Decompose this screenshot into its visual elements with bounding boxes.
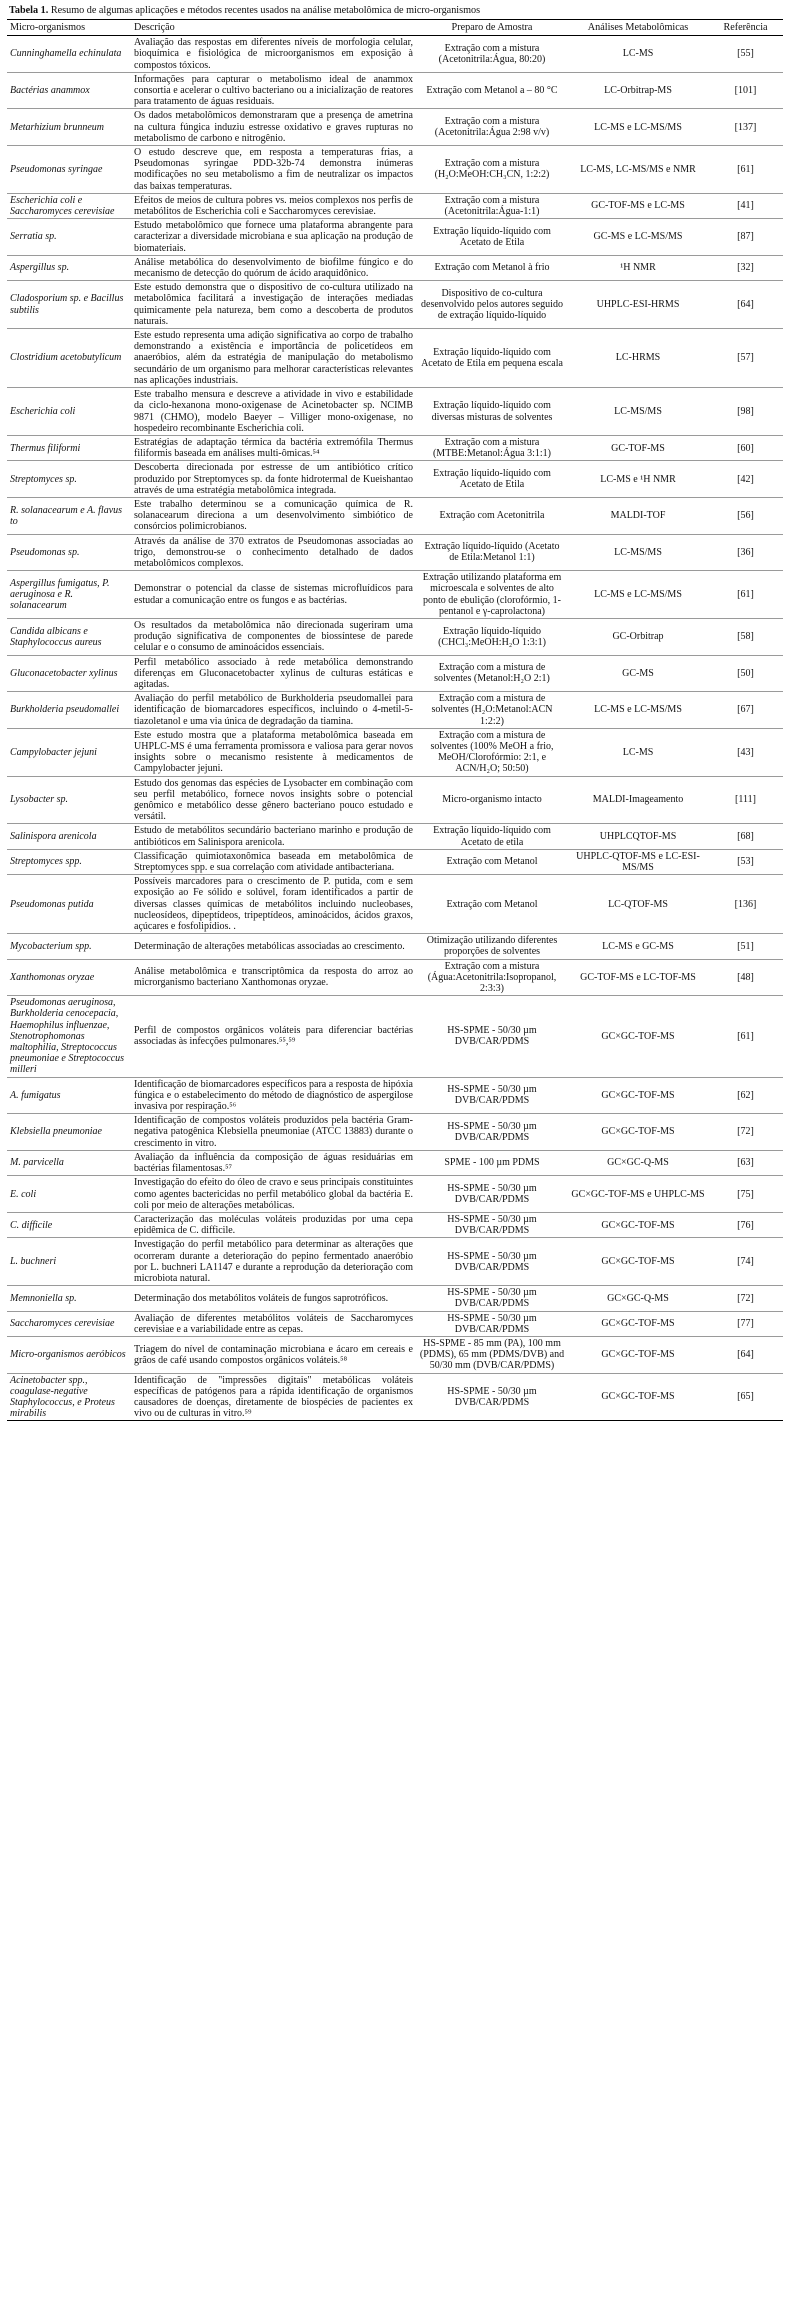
sample-prep-cell: Extração com a mistura (MTBE:Metanol:Água 3:1:1) (416, 435, 568, 460)
reference-cell: [56] (708, 497, 783, 534)
reference-cell: [42] (708, 461, 783, 498)
sample-prep-cell: Extração com a mistura (Acetonitrila:Água-1:1) (416, 193, 568, 218)
sample-prep-cell: Dispositivo de co-cultura desenvolvido pelos autores seguido de extração líquido-líquido (416, 281, 568, 329)
sample-prep-cell: HS-SPME - 50/30 µm DVB/CAR/PDMS (416, 1373, 568, 1421)
sample-prep-cell: Extração com Metanol (416, 875, 568, 934)
organism-cell: Mycobacterium spp. (7, 934, 131, 959)
sample-prep-cell: HS-SPME - 85 mm (PA), 100 mm (PDMS), 65 mm (PDMS/DVB) and 50/30 mm (DVB/CAR/PDMS) (416, 1336, 568, 1373)
description-cell: Avaliação da influência da composição de águas residuárias em bactérias filamentosas.⁵⁷ (131, 1150, 416, 1175)
sample-prep-cell: Extração com a mistura de solventes (100% MeOH a frio, MeOH/Clorofórmio: 2:1, e ACN/H₂O; 50:50) (416, 728, 568, 776)
analysis-cell: GC-Orbitrap (568, 618, 708, 655)
sample-prep-cell: Extração líquido-líquido com diversas misturas de solventes (416, 388, 568, 436)
organism-cell: Streptomyces sp. (7, 461, 131, 498)
description-cell: Avaliação de diferentes metabólitos voláteis de Saccharomyces cerevisiae e a variabilidade entre as cepas. (131, 1311, 416, 1336)
table-row (7, 1077, 783, 1114)
description-cell: Investigação do perfil metabólico para determinar as alterações que ocorreram durante a deterioração do pepino fermentado anaeróbio por L. buchneri LA1147 e durante a reprodução da deterioração com microbiota natural. (131, 1238, 416, 1286)
organism-cell: Metarhizium brunneum (7, 109, 131, 146)
organism-cell: Cladosporium sp. e Bacillus subtilis (7, 281, 131, 329)
description-cell: Através da análise de 370 extratos de Pseudomonas associadas ao trigo, demonstrou-se o conhecimento detalhado de dados metabolômicos complexos. (131, 534, 416, 571)
sample-prep-cell: Extração com a mistura (Água:Acetonitrila:Isopropanol, 2:3:3) (416, 959, 568, 996)
description-cell: Identificação de biomarcadores específicos para a resposta de hipóxia fúngica e o estabelecimento do método de diagnóstico de aspergilose invasiva por respiração.⁵⁶ (131, 1077, 416, 1114)
reference-cell: [64] (708, 281, 783, 329)
sample-prep-cell: HS-SPME - 50/30 µm DVB/CAR/PDMS (416, 996, 568, 1077)
table-row (7, 618, 783, 655)
reference-cell: [111] (708, 776, 783, 824)
organism-cell: Micro-organismos aeróbicos (7, 1336, 131, 1373)
analysis-cell: GC-TOF-MS e LC-MS (568, 193, 708, 218)
reference-cell: [51] (708, 934, 783, 959)
analysis-cell: GC-TOF-MS (568, 435, 708, 460)
sample-prep-cell: HS-SPME - 50/30 µm DVB/CAR/PDMS (416, 1311, 568, 1336)
sample-prep-cell: Extração com a mistura (Acetonitrila:Água 2:98 v/v) (416, 109, 568, 146)
organism-cell: L. buchneri (7, 1238, 131, 1286)
sample-prep-cell: Otimização utilizando diferentes proporções de solventes (416, 934, 568, 959)
caption-label: Tabela 1. (9, 5, 49, 16)
analysis-cell: GC-MS e LC-MS/MS (568, 219, 708, 256)
reference-cell: [60] (708, 435, 783, 460)
reference-cell: [57] (708, 329, 783, 388)
sample-prep-cell: Extração com a mistura (H₂O:MeOH:CH₃CN, 1:2:2) (416, 146, 568, 194)
table-row (7, 1238, 783, 1286)
analysis-cell: GC×GC-TOF-MS (568, 1311, 708, 1336)
reference-cell: [76] (708, 1212, 783, 1237)
table-row (7, 36, 783, 73)
analysis-cell: LC-MS e LC-MS/MS (568, 692, 708, 729)
sample-prep-cell: Extração utilizando plataforma em microescala e solventes de alto ponto de ebulição (clorofórmio, 1-pentanol e γ-caprolactona) (416, 571, 568, 619)
table-row (7, 109, 783, 146)
analysis-cell: MALDI-TOF (568, 497, 708, 534)
table-row (7, 959, 783, 996)
analysis-cell: GC×GC-TOF-MS (568, 996, 708, 1077)
description-cell: Este trabalho determinou se a comunicação química de R. solanacearum direciona a um desenvolvimento simbiótico de consórcios polimicrobianos. (131, 497, 416, 534)
reference-cell: [68] (708, 824, 783, 849)
organism-cell: Saccharomyces cerevisiae (7, 1311, 131, 1336)
table-row (7, 692, 783, 729)
table-caption (9, 4, 783, 17)
analysis-cell: LC-QTOF-MS (568, 875, 708, 934)
organism-cell: Aspergillus sp. (7, 255, 131, 280)
table-row (7, 934, 783, 959)
analysis-cell: LC-MS e ¹H NMR (568, 461, 708, 498)
description-cell: Este trabalho mensura e descreve a atividade in vivo e estabilidade da ciclo-hexanona mono-oxigenase de Acinetobacter sp. NCIMB 9871 (CHMO), modelo Baeyer – Villiger mono-oxigenase, no hospedeiro recombinante Escherichia coli. (131, 388, 416, 436)
description-cell: Possíveis marcadores para o crescimento de P. putida, com e sem exposição ao Fe sólido e solúvel, foram identificados a partir de diversas classes químicas de metabólitos incluindo nucleobases, nucleosídeos, dipeptídeos, tripeptídeos, aminoácidos, ácidos graxos, açúcares e fosfolipídios. . (131, 875, 416, 934)
reference-cell: [77] (708, 1311, 783, 1336)
description-cell: Demonstrar o potencial da classe de sistemas microfluídicos para estudar a comunicação entre os fungos e as bactérias. (131, 571, 416, 619)
sample-prep-cell: Extração com a mistura (Acetonitrila:Água, 80:20) (416, 36, 568, 73)
table-row (7, 655, 783, 692)
table-row (7, 996, 783, 1077)
sample-prep-cell: Extração líquido-líquido com Acetato de Etila (416, 461, 568, 498)
description-cell: Descoberta direcionada por estresse de um antibiótico crítico produzido por Streptomyces sp. da fonte hidrotermal de Kueishantao através de uma estratégia metabolômica integrada. (131, 461, 416, 498)
table-row (7, 388, 783, 436)
description-cell: Determinação dos metabólitos voláteis de fungos saprotróficos. (131, 1286, 416, 1311)
organism-cell: C. difficile (7, 1212, 131, 1237)
table-row (7, 1114, 783, 1151)
description-cell: Caracterização das moléculas voláteis produzidas por uma cepa epidêmica de C. difficile. (131, 1212, 416, 1237)
analysis-cell: LC-MS/MS (568, 534, 708, 571)
analysis-cell: UHPLC-QTOF-MS e LC-ESI-MS/MS (568, 849, 708, 874)
description-cell: Estudo dos genomas das espécies de Lysobacter em combinação com seu perfil metabólico, fornece novos insights sobre o potencial genômico e metabólico desse gênero bacteriano pouco estudado e versátil. (131, 776, 416, 824)
sample-prep-cell: Extração com Metanol a – 80 °C (416, 72, 568, 109)
description-cell: Este estudo mostra que a plataforma metabolômica baseada em UHPLC-MS é uma ferramenta promissora e valiosa para gerar novos insights sobre o mecanismo resistente à medicamentos de Campylobacter jejuni. (131, 728, 416, 776)
description-cell: Identificação de "impressões digitais" metabólicas voláteis específicas de patógenos para a rápida identificação de organismos causadores de doenças, diretamente de biospécies de pacientes ex vivo ou de culturas in vitro.⁵⁹ (131, 1373, 416, 1421)
analysis-cell: LC-MS (568, 36, 708, 73)
table-row (7, 281, 783, 329)
table-row (7, 534, 783, 571)
table-header-row (7, 20, 783, 36)
reference-cell: [75] (708, 1176, 783, 1213)
reference-cell: [87] (708, 219, 783, 256)
organism-cell: Candida albicans e Staphylococcus aureus (7, 618, 131, 655)
table-row (7, 255, 783, 280)
sample-prep-cell: HS-SPME - 50/30 µm DVB/CAR/PDMS (416, 1212, 568, 1237)
analysis-cell: GC×GC-Q-MS (568, 1150, 708, 1175)
description-cell: Avaliação do perfil metabólico de Burkholderia pseudomallei para identificação de biomarcadores específicos, incluindo o 4-metil-5-tiazoletanol e uma via única de degradação da tiamina. (131, 692, 416, 729)
analysis-cell: GC×GC-TOF-MS (568, 1373, 708, 1421)
header-preparo-amostra: Preparo de Amostra (416, 20, 568, 36)
sample-prep-cell: Extração com Acetonitrila (416, 497, 568, 534)
header-descricao: Descrição (131, 20, 416, 36)
table-row (7, 776, 783, 824)
analysis-cell: MALDI-Imageamento (568, 776, 708, 824)
description-cell: Efeitos de meios de cultura pobres vs. meios complexos nos perfis de metabólitos de Escherichia coli e Saccharomyces cerevisiae. (131, 193, 416, 218)
organism-cell: Gluconacetobacter xylinus (7, 655, 131, 692)
organism-cell: Salinispora arenicola (7, 824, 131, 849)
table-row (7, 728, 783, 776)
table-row (7, 875, 783, 934)
reference-cell: [61] (708, 146, 783, 194)
header-referencia: Referência (708, 20, 783, 36)
table-row (7, 1150, 783, 1175)
sample-prep-cell: Extração líquido-líquido com Acetato de etila (416, 824, 568, 849)
analysis-cell: GC-TOF-MS e LC-TOF-MS (568, 959, 708, 996)
description-cell: Perfil metabólico associado à rede metabólica demonstrando diferenças em Gluconacetobacter xylinus de culturas estáticas e agitadas. (131, 655, 416, 692)
sample-prep-cell: Extração com Metanol (416, 849, 568, 874)
reference-cell: [74] (708, 1238, 783, 1286)
organism-cell: Klebsiella pneumoniae (7, 1114, 131, 1151)
sample-prep-cell: Extração líquido-líquido (CHCl₃:MeOH:H₂O 1:3:1) (416, 618, 568, 655)
organism-cell: Serratia sp. (7, 219, 131, 256)
document-page (7, 0, 783, 1421)
analysis-cell: GC×GC-TOF-MS (568, 1238, 708, 1286)
organism-cell: Aspergillus fumigatus, P. aeruginosa e R. solanacearum (7, 571, 131, 619)
organism-cell: Burkholderia pseudomallei (7, 692, 131, 729)
table-row (7, 1176, 783, 1213)
reference-cell: [67] (708, 692, 783, 729)
organism-cell: E. coli (7, 1176, 131, 1213)
organism-cell: Thermus filiformi (7, 435, 131, 460)
description-cell: Perfil de compostos orgânicos voláteis para diferenciar bactérias associadas às infecções pulmonares.⁵⁵,⁵⁹ (131, 996, 416, 1077)
organism-cell: Memnoniella sp. (7, 1286, 131, 1311)
table-row (7, 497, 783, 534)
organism-cell: Campylobacter jejuni (7, 728, 131, 776)
table-row (7, 72, 783, 109)
organism-cell: Pseudomonas syringae (7, 146, 131, 194)
organism-cell: Bactérias anammox (7, 72, 131, 109)
sample-prep-cell: Extração com a mistura de solventes (H₂O:Metanol:ACN 1:2:2) (416, 692, 568, 729)
reference-cell: [43] (708, 728, 783, 776)
reference-cell: [50] (708, 655, 783, 692)
reference-cell: [53] (708, 849, 783, 874)
reference-cell: [58] (708, 618, 783, 655)
reference-cell: [36] (708, 534, 783, 571)
sample-prep-cell: SPME - 100 µm PDMS (416, 1150, 568, 1175)
analysis-cell: LC-MS, LC-MS/MS e NMR (568, 146, 708, 194)
reference-cell: [61] (708, 996, 783, 1077)
organism-cell: Pseudomonas putida (7, 875, 131, 934)
reference-cell: [55] (708, 36, 783, 73)
table-row (7, 461, 783, 498)
table-row (7, 193, 783, 218)
description-cell: Triagem do nível de contaminação microbiana e ácaro em cereais e grãos de café usando compostos orgânicos voláteis.⁵⁸ (131, 1336, 416, 1373)
description-cell: Identificação de compostos voláteis produzidos pela bactéria Gram-negativa patogênica Klebsiella pneumoniae (ATCC 13883) durante o crescimento in vitro. (131, 1114, 416, 1151)
table-row (7, 1212, 783, 1237)
header-analises-metabolomicas: Análises Metabolômicas (568, 20, 708, 36)
description-cell: Estratégias de adaptação térmica da bactéria extremófila Thermus filiformis baseada em análises multi-ômicas.⁵⁴ (131, 435, 416, 460)
reference-cell: [72] (708, 1286, 783, 1311)
sample-prep-cell: HS-SPME - 50/30 µm DVB/CAR/PDMS (416, 1077, 568, 1114)
table-row (7, 824, 783, 849)
analysis-cell: LC-MS/MS (568, 388, 708, 436)
analysis-cell: LC-MS e GC-MS (568, 934, 708, 959)
table-row (7, 1373, 783, 1421)
header-micro-organismos: Micro-organismos (7, 20, 131, 36)
organism-cell: Clostridium acetobutylicum (7, 329, 131, 388)
reference-cell: [64] (708, 1336, 783, 1373)
table-row (7, 435, 783, 460)
description-cell: Avaliação das respostas em diferentes níveis de morfologia celular, bioquímica e fisiológica de microorganismos em exposição à compostos tóxicos. (131, 36, 416, 73)
description-cell: Estudo metabolômico que fornece uma plataforma abrangente para caracterizar a diversidade microbiana e sua aplicação na produção de biomateriais. (131, 219, 416, 256)
organism-cell: Streptomyces spp. (7, 849, 131, 874)
analysis-cell: LC-MS (568, 728, 708, 776)
analysis-cell: LC-MS e LC-MS/MS (568, 571, 708, 619)
analysis-cell: LC-HRMS (568, 329, 708, 388)
sample-prep-cell: Micro-organismo intacto (416, 776, 568, 824)
sample-prep-cell: Extração líquido-líquido com Acetato de Etila em pequena escala (416, 329, 568, 388)
organism-cell: Pseudomonas aeruginosa, Burkholderia cenocepacia, Haemophilus influenzae, Stenotrophomonas maltophilia, Streptococcus pneumoniae e Streptococcus milleri (7, 996, 131, 1077)
organism-cell: A. fumigatus (7, 1077, 131, 1114)
reference-cell: [101] (708, 72, 783, 109)
description-cell: Informações para capturar o metabolismo ideal de anammox consortia e acelerar o cultivo bacteriano ou a inicialização de reatores para tratamento de águas residuais. (131, 72, 416, 109)
description-cell: Determinação de alterações metabólicas associadas ao crescimento. (131, 934, 416, 959)
reference-cell: [61] (708, 571, 783, 619)
organism-cell: Acinetobacter spp., coagulase-negative Staphylococcus, e Proteus mirabilis (7, 1373, 131, 1421)
table-row (7, 849, 783, 874)
table-row (7, 571, 783, 619)
analysis-cell: GC×GC-TOF-MS (568, 1114, 708, 1151)
organism-cell: M. parvicella (7, 1150, 131, 1175)
table-row (7, 329, 783, 388)
reference-cell: [32] (708, 255, 783, 280)
analysis-cell: ¹H NMR (568, 255, 708, 280)
description-cell: O estudo descreve que, em resposta a temperaturas frias, a Pseudomonas syringae PDD-32b-74 demonstra inúmeras modificações no seu metabolismo a fim de neutralizar os impactos das baixas temperaturas. (131, 146, 416, 194)
organism-cell: Xanthomonas oryzae (7, 959, 131, 996)
analysis-cell: GC×GC-TOF-MS (568, 1212, 708, 1237)
sample-prep-cell: Extração líquido-líquido com Acetato de Etila (416, 219, 568, 256)
table-row (7, 219, 783, 256)
table-row (7, 1286, 783, 1311)
analysis-cell: GC-MS (568, 655, 708, 692)
reference-cell: [62] (708, 1077, 783, 1114)
sample-prep-cell: HS-SPME - 50/30 µm DVB/CAR/PDMS (416, 1238, 568, 1286)
table-row (7, 1311, 783, 1336)
sample-prep-cell: HS-SPME - 50/30 µm DVB/CAR/PDMS (416, 1176, 568, 1213)
analysis-cell: UHPLCQTOF-MS (568, 824, 708, 849)
reference-cell: [98] (708, 388, 783, 436)
analysis-cell: GC×GC-TOF-MS (568, 1336, 708, 1373)
description-cell: Investigação do efeito do óleo de cravo e seus principais constituintes como agentes bactericidas no perfil metabólico global da bactéria E. coli por meio de alterações metabólicas. (131, 1176, 416, 1213)
sample-prep-cell: Extração líquido-líquido (Acetato de Etila:Metanol 1:1) (416, 534, 568, 571)
description-cell: Este estudo demonstra que o dispositivo de co-cultura utilizado na metabolômica facilitará a investigação de interações mediadas quimicamente pela natureza, bem como a descoberta de produtos naturais. (131, 281, 416, 329)
table-row (7, 1336, 783, 1373)
sample-prep-cell: HS-SPME - 50/30 µm DVB/CAR/PDMS (416, 1286, 568, 1311)
metabolomics-table (7, 19, 783, 1421)
analysis-cell: LC-Orbitrap-MS (568, 72, 708, 109)
description-cell: Análise metabólica do desenvolvimento de biofilme fúngico e do mecanismo de detecção do quórum de ácido araquidônico. (131, 255, 416, 280)
organism-cell: R. solanacearum e A. flavus to (7, 497, 131, 534)
sample-prep-cell: Extração com Metanol à frio (416, 255, 568, 280)
reference-cell: [48] (708, 959, 783, 996)
reference-cell: [72] (708, 1114, 783, 1151)
reference-cell: [41] (708, 193, 783, 218)
analysis-cell: UHPLC-ESI-HRMS (568, 281, 708, 329)
caption-text: Resumo de algumas aplicações e métodos recentes usados na análise metabolômica de micro-organismos (50, 5, 481, 16)
description-cell: Estudo de metabólitos secundário bacteriano marinho e produção de antibióticos em Salinispora arenicola. (131, 824, 416, 849)
reference-cell: [137] (708, 109, 783, 146)
table-row (7, 146, 783, 194)
reference-cell: [65] (708, 1373, 783, 1421)
organism-cell: Escherichia coli e Saccharomyces cerevisiae (7, 193, 131, 218)
analysis-cell: LC-MS e LC-MS/MS (568, 109, 708, 146)
analysis-cell: GC×GC-TOF-MS (568, 1077, 708, 1114)
description-cell: Este estudo representa uma adição significativa ao corpo de trabalho demonstrando a existência e importância de policetídeos em anaeróbios, além da estratégia de manipulação do metabolismo secundário de um organismo para melhorar características relevantes nas aplicações industriais. (131, 329, 416, 388)
sample-prep-cell: HS-SPME - 50/30 µm DVB/CAR/PDMS (416, 1114, 568, 1151)
sample-prep-cell: Extração com a mistura de solventes (Metanol:H₂O 2:1) (416, 655, 568, 692)
reference-cell: [63] (708, 1150, 783, 1175)
organism-cell: Escherichia coli (7, 388, 131, 436)
reference-cell: [136] (708, 875, 783, 934)
description-cell: Os dados metabolômicos demonstraram que a presença de ametrina na cultura fúngica induziu estresse oxidativo e graves rupturas no metabolismo de carbono e nitrogênio. (131, 109, 416, 146)
organism-cell: Cunninghamella echinulata (7, 36, 131, 73)
description-cell: Análise metabolômica e transcriptômica da resposta do arroz ao microrganismo bacteriano Xanthomonas oryzae. (131, 959, 416, 996)
analysis-cell: GC×GC-TOF-MS e UHPLC-MS (568, 1176, 708, 1213)
organism-cell: Lysobacter sp. (7, 776, 131, 824)
analysis-cell: GC×GC-Q-MS (568, 1286, 708, 1311)
organism-cell: Pseudomonas sp. (7, 534, 131, 571)
table-body (7, 36, 783, 1421)
description-cell: Os resultados da metabolômica não direcionada sugeriram uma produção significativa de componentes de biossíntese de parede celular e o consumo de aminoácidos essenciais. (131, 618, 416, 655)
description-cell: Classificação quimiotaxonômica baseada em metabolômica de Streptomyces spp. e sua correlação com atividade antibacteriana. (131, 849, 416, 874)
